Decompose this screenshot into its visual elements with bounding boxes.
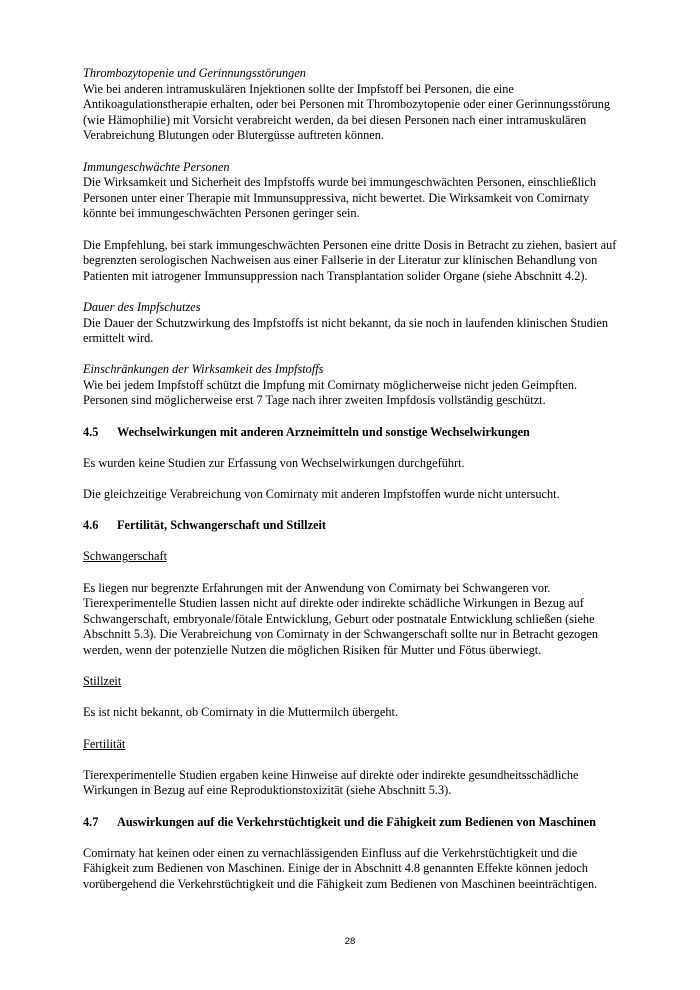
schwangerschaft-text: Es liegen nur begrenzte Erfahrungen mit der Anwendung von Comirnaty bei Schwangeren vor. Tierexperimentelle Studien lassen nicht auf direkte oder indirekte schädliche Wirkungen in Bezug auf Schwangerschaft, embryonale/fötale Entwicklung, Geburt oder postnatale Entwicklung schließen (siehe Abschnitt 5.3). Die Verabreichung von Comirnaty in der Schwangerschaft sollte nur in Betracht gezogen werden, wenn der potenzielle Nutzen die möglichen Risiken für Mutter und Fötus überwiegt. (83, 580, 599, 657)
section-title: Wechselwirkungen mit anderen Arzneimitteln und sonstige Wechselwirkungen (117, 424, 530, 439)
immungeschwaechte-heading: Immungeschwächte Personen (83, 159, 230, 174)
page-number: 28 (344, 936, 356, 947)
section-4-5-heading (83, 425, 623, 441)
schwangerschaft-heading: Schwangerschaft (83, 549, 167, 564)
section-title: Fertilität, Schwangerschaft und Stillzeit (117, 518, 327, 533)
immungeschwaechte-text-2: Die Empfehlung, bei stark immungeschwächten Personen eine dritte Dosis in Betracht zu ziehen, basiert auf begrenzten serologischen Nachweisen aus einer Fallserie in der Literatur zur klinischen Behandlung von Patienten mit iatrogener Immunsuppression nach Transplantation solider Organe (siehe Abschnitt 4.2). (83, 237, 617, 283)
section-title: Auswirkungen auf die Verkehrstüchtigkeit und die Fähigkeit zum Bedienen von Maschinen (117, 814, 596, 829)
stillzeit-text: Es ist nicht bekannt, ob Comirnaty in die Muttermilch übergeht. (83, 705, 398, 720)
immungeschwaechte-text-1: Die Wirksamkeit und Sicherheit des Impfstoffs wurde bei immungeschwächten Personen, einschließlich Personen unter einer Therapie mit Immunsuppressiva, nicht bewertet. Die Wirksamkeit von Comirnaty könnte bei immungeschwächten Personen geringer sein. (83, 175, 597, 221)
dauer-heading: Dauer des Impfschutzes (83, 299, 201, 314)
einschraenkungen-text: Wie bei jedem Impfstoff schützt die Impfung mit Comirnaty möglicherweise nicht jeden Geimpften. Personen sind möglicherweise erst 7 Tage nach ihrer zweiten Impfdosis vollständig geschützt. (83, 377, 578, 408)
stillzeit-heading: Stillzeit (83, 674, 122, 689)
section-4-7-heading (83, 815, 623, 831)
thrombozytopenie-block (83, 66, 623, 144)
fertilitaet-heading: Fertilität (83, 736, 126, 751)
document-page (83, 66, 623, 892)
section-4-7-text: Comirnaty hat keinen oder einen zu vernachlässigenden Einfluss auf die Verkehrstüchtigkeit und die Fähigkeit zum Bedienen von Maschinen. Einige der in Abschnitt 4.8 genannten Effekte können jedoch vorübergehend die Verkehrstüchtigkeit und die Fähigkeit zum Bedienen von Maschinen beeinträchtigen. (83, 845, 598, 891)
thrombozytopenie-heading: Thrombozytopenie und Gerinnungsstörungen (83, 66, 306, 80)
section-number: 4.6 (83, 518, 99, 533)
section-number: 4.5 (83, 424, 99, 439)
einschraenkungen-block (83, 362, 623, 409)
dauer-text: Die Dauer der Schutzwirkung des Impfstoffs ist nicht bekannt, da sie noch in laufenden klinischen Studien ermittelt wird. (83, 315, 609, 346)
fertilitaet-text: Tierexperimentelle Studien ergaben keine Hinweise auf direkte oder indirekte gesundheitsschädliche Wirkungen in Bezug auf eine Reproduktionstoxizität (siehe Abschnitt 5.3). (83, 767, 579, 798)
section-4-5-text-1: Es wurden keine Studien zur Erfassung von Wechselwirkungen durchgeführt. (83, 455, 465, 470)
section-4-6-heading (83, 518, 623, 534)
section-number: 4.7 (83, 814, 99, 829)
einschraenkungen-heading: Einschränkungen der Wirksamkeit des Impfstoffs (83, 362, 324, 377)
dauer-block (83, 300, 623, 347)
thrombozytopenie-text: Wie bei anderen intramuskulären Injektionen sollte der Impfstoff bei Personen, die eine Antikoagulationstherapie erhalten, oder bei Personen mit Thrombozytopenie oder einer Gerinnungsstörung (wie Hämophilie) mit Vorsicht verabreicht werden, da bei diesen Personen nach einer intramuskulären Verabreichung Blutungen oder Blutergüsse auftreten können. (83, 81, 611, 143)
immungeschwaechte-block (83, 160, 623, 285)
section-4-5-text-2: Die gleichzeitige Verabreichung von Comirnaty mit anderen Impfstoffen wurde nicht untersucht. (83, 487, 560, 502)
